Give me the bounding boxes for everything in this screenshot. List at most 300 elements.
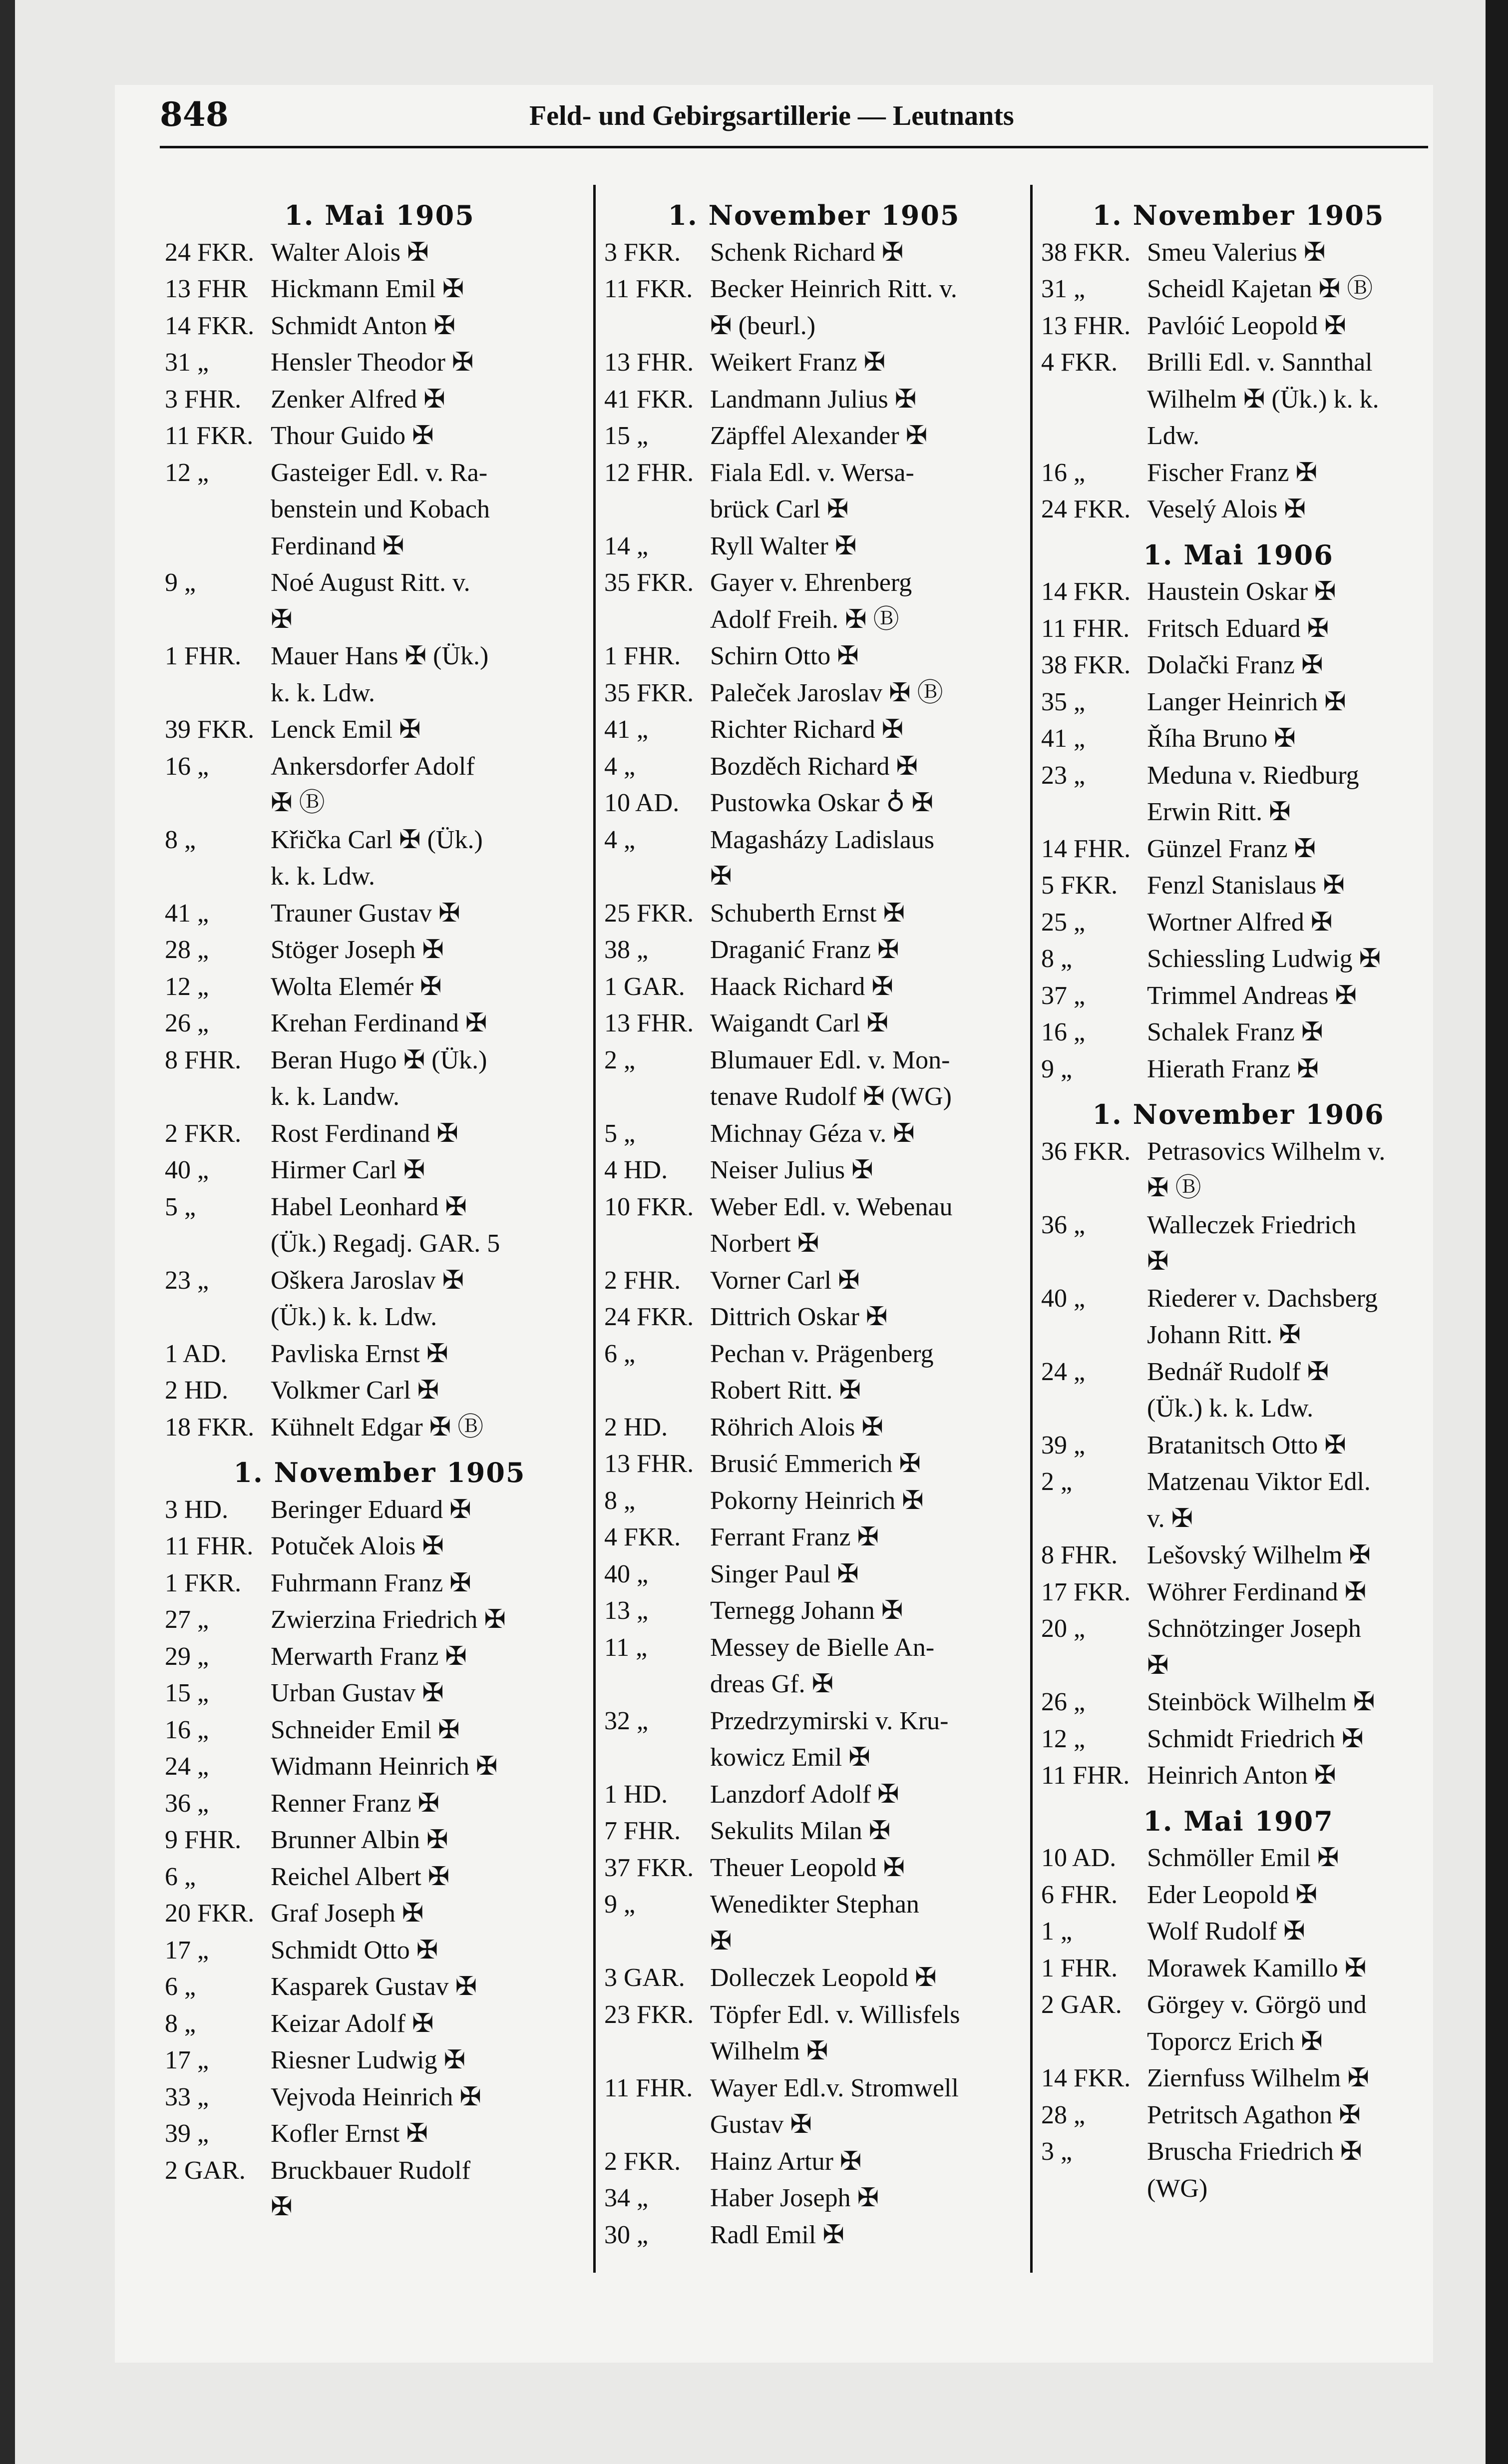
roster-entry bbox=[165, 1895, 594, 1932]
regiment-number: 20 FKR. bbox=[165, 1899, 255, 1928]
regiment-number: 8 „ bbox=[165, 2009, 196, 2038]
officer-name: Richter Richard ✠ bbox=[710, 715, 904, 744]
officer-name: Oškera Jaroslav ✠ bbox=[271, 1266, 464, 1295]
officer-name-continuation: ✠ Ⓑ bbox=[1147, 1174, 1201, 1202]
regiment-number: 26 „ bbox=[165, 1009, 209, 1037]
column-1 bbox=[165, 197, 594, 2226]
regiment-number: 40 „ bbox=[165, 1156, 209, 1184]
section-heading: 1. Mai 1907 bbox=[1143, 1805, 1334, 1837]
regiment-number: 3 „ bbox=[1041, 2137, 1073, 2166]
regiment-number: 8 „ bbox=[604, 1486, 636, 1515]
officer-name-continuation: (Ük.) k. k. Ldw. bbox=[1147, 1394, 1314, 1423]
officer-name: Schmidt Otto ✠ bbox=[271, 1936, 438, 1965]
officer-name: Fischer Franz ✠ bbox=[1147, 458, 1318, 487]
roster-entry bbox=[604, 381, 1024, 418]
officer-name: Bratanitsch Otto ✠ bbox=[1147, 1431, 1346, 1460]
officer-name: Schneider Emil ✠ bbox=[271, 1715, 460, 1744]
roster-entry bbox=[165, 1785, 594, 1822]
regiment-number: 11 FHR. bbox=[1041, 1761, 1130, 1790]
section-heading: 1. Mai 1905 bbox=[284, 199, 475, 231]
roster-entry bbox=[165, 2042, 594, 2079]
roster-entry bbox=[1041, 647, 1436, 684]
officer-name: Landmann Julius ✠ bbox=[710, 385, 917, 414]
officer-name-continuation: Ldw. bbox=[1147, 422, 1199, 450]
regiment-number: 37 FKR. bbox=[604, 1853, 694, 1882]
regiment-number: 20 „ bbox=[1041, 1614, 1086, 1643]
officer-name: Hainz Artur ✠ bbox=[710, 2147, 862, 2176]
officer-name: Říha Bruno ✠ bbox=[1147, 724, 1296, 753]
officer-name-continuation: brück Carl ✠ bbox=[710, 495, 849, 523]
officer-name-continuation: Toporcz Erich ✠ bbox=[1147, 2027, 1323, 2056]
officer-name-continuation: dreas Gf. ✠ bbox=[710, 1670, 834, 1698]
officer-name: Wenedikter Stephan bbox=[710, 1890, 919, 1919]
officer-name: Schmidt Anton ✠ bbox=[271, 311, 456, 340]
officer-name: Sekulits Milan ✠ bbox=[710, 1817, 891, 1845]
roster-entry bbox=[1041, 1986, 1436, 2023]
regiment-number: 1 FKR. bbox=[165, 1568, 242, 1597]
roster-entry bbox=[604, 1519, 1024, 1556]
regiment-number: 17 „ bbox=[165, 2046, 209, 2074]
officer-name-continuation: ✠ bbox=[710, 862, 732, 891]
roster-entry bbox=[1041, 684, 1436, 721]
officer-name: Trimmel Andreas ✠ bbox=[1147, 981, 1357, 1010]
roster-entry bbox=[165, 1969, 594, 2005]
roster-entry bbox=[165, 1712, 594, 1749]
regiment-number: 26 „ bbox=[1041, 1688, 1086, 1716]
regiment-number: 23 „ bbox=[165, 1266, 209, 1295]
regiment-number: 5 „ bbox=[165, 1192, 196, 1221]
roster-entry bbox=[604, 1005, 1024, 1042]
roster-entry bbox=[165, 381, 594, 418]
regiment-number: 10 FKR. bbox=[604, 1192, 694, 1221]
regiment-number: 9 „ bbox=[604, 1890, 636, 1919]
scan-edge-left bbox=[0, 0, 15, 2464]
regiment-number: 2 GAR. bbox=[165, 2156, 246, 2185]
roster-entry bbox=[604, 528, 1024, 565]
officer-name: Scheidl Kajetan ✠ Ⓑ bbox=[1147, 275, 1373, 303]
regiment-number: 16 „ bbox=[1041, 458, 1086, 487]
officer-name: Waigandt Carl ✠ bbox=[710, 1009, 889, 1037]
officer-name: Dittrich Oskar ✠ bbox=[710, 1303, 888, 1331]
roster-entry bbox=[604, 564, 1024, 601]
officer-name: Heinrich Anton ✠ bbox=[1147, 1761, 1336, 1790]
officer-name: Petrasovics Wilhelm v. bbox=[1147, 1137, 1386, 1166]
roster-entry bbox=[604, 675, 1024, 712]
roster-entry bbox=[165, 969, 594, 1005]
regiment-number: 35 FKR. bbox=[604, 568, 694, 597]
regiment-number: 39 „ bbox=[165, 2119, 209, 2148]
roster-entry bbox=[604, 1592, 1024, 1629]
roster-entry bbox=[165, 1565, 594, 1602]
officer-name: Przedrzymirski v. Kru- bbox=[710, 1706, 949, 1735]
roster-entry bbox=[1041, 308, 1436, 345]
regiment-number: 13 FHR. bbox=[1041, 311, 1131, 340]
officer-name: Messey de Bielle An- bbox=[710, 1633, 935, 1662]
officer-name-continuation: ✠ bbox=[1147, 1247, 1169, 1276]
roster-entry bbox=[165, 271, 594, 308]
roster-entry bbox=[1041, 1280, 1436, 1317]
officer-name: Bruckbauer Rudolf bbox=[271, 2156, 471, 2185]
roster-entry bbox=[1041, 867, 1436, 904]
roster-entry bbox=[604, 932, 1024, 969]
roster-entry bbox=[165, 2115, 594, 2152]
regiment-number: 24 FKR. bbox=[604, 1303, 694, 1331]
officer-name: Veselý Alois ✠ bbox=[1147, 495, 1306, 523]
regiment-number: 1 GAR. bbox=[604, 972, 685, 1001]
roster-entry bbox=[604, 455, 1024, 492]
officer-name: Vorner Carl ✠ bbox=[710, 1266, 860, 1295]
officer-name-continuation: Gustav ✠ bbox=[710, 2110, 812, 2139]
officer-name: Bednář Rudolf ✠ bbox=[1147, 1357, 1329, 1386]
roster-entry bbox=[604, 1996, 1024, 2033]
officer-name: Pustowka Oskar ♁ ✠ bbox=[710, 789, 934, 817]
roster-entry bbox=[165, 308, 594, 345]
regiment-number: 2 HD. bbox=[165, 1376, 229, 1405]
roster-entry bbox=[604, 969, 1024, 1005]
regiment-number: 6 „ bbox=[604, 1339, 636, 1368]
regiment-number: 38 „ bbox=[604, 936, 649, 964]
roster-entry bbox=[165, 418, 594, 455]
officer-name: Röhrich Alois ✠ bbox=[710, 1413, 883, 1442]
officer-name: Ternegg Johann ✠ bbox=[710, 1596, 903, 1625]
regiment-number: 8 FHR. bbox=[1041, 1541, 1118, 1569]
roster-entry bbox=[604, 2070, 1024, 2107]
roster-entry bbox=[1041, 1207, 1436, 1244]
roster-entry bbox=[165, 748, 594, 785]
officer-name: Görgey v. Görgö und bbox=[1147, 1990, 1367, 2019]
officer-name: Dolleczek Leopold ✠ bbox=[710, 1964, 937, 1992]
regiment-number: 5 „ bbox=[604, 1119, 636, 1148]
roster-entry bbox=[604, 1336, 1024, 1373]
regiment-number: 16 „ bbox=[1041, 1018, 1086, 1046]
regiment-number: 8 „ bbox=[1041, 945, 1073, 973]
roster-entry bbox=[604, 1556, 1024, 1593]
roster-entry bbox=[165, 2152, 594, 2189]
regiment-number: 35 „ bbox=[1041, 687, 1086, 716]
regiment-number: 12 „ bbox=[1041, 1724, 1086, 1753]
regiment-number: 40 „ bbox=[604, 1559, 649, 1588]
officer-name: Dolački Franz ✠ bbox=[1147, 651, 1323, 679]
roster-entry bbox=[604, 2217, 1024, 2254]
regiment-number: 9 „ bbox=[165, 568, 196, 597]
roster-entry bbox=[604, 711, 1024, 748]
regiment-number: 11 FKR. bbox=[604, 275, 693, 303]
roster-entry bbox=[604, 1152, 1024, 1189]
regiment-number: 17 „ bbox=[165, 1936, 209, 1965]
officer-name: Wortner Alfred ✠ bbox=[1147, 908, 1333, 937]
officer-name: Matzenau Viktor Edl. bbox=[1147, 1468, 1371, 1496]
roster-entry bbox=[1041, 1051, 1436, 1088]
officer-name: Merwarth Franz ✠ bbox=[271, 1642, 467, 1671]
officer-name: Becker Heinrich Ritt. v. bbox=[710, 275, 957, 303]
officer-name: Widmann Heinrich ✠ bbox=[271, 1752, 498, 1781]
regiment-number: 13 „ bbox=[604, 1596, 649, 1625]
regiment-number: 34 „ bbox=[604, 2184, 649, 2212]
regiment-number: 5 FKR. bbox=[1041, 871, 1118, 900]
roster-entry bbox=[1041, 1537, 1436, 1574]
roster-entry bbox=[1041, 941, 1436, 978]
officer-name-continuation: ✠ bbox=[1147, 1651, 1169, 1680]
roster-entry bbox=[1041, 904, 1436, 941]
regiment-number: 24 „ bbox=[165, 1752, 209, 1781]
officer-name: Schnötzinger Joseph bbox=[1147, 1614, 1361, 1643]
officer-name-continuation: k. k. Ldw. bbox=[271, 862, 375, 891]
regiment-number: 8 „ bbox=[165, 825, 196, 854]
roster-entry bbox=[1041, 1354, 1436, 1391]
regiment-number: 11 FHR. bbox=[604, 2073, 693, 2102]
regiment-number: 10 AD. bbox=[1041, 1844, 1117, 1872]
officer-name-continuation: ✠ (beurl.) bbox=[710, 311, 816, 340]
roster-entry bbox=[1041, 831, 1436, 868]
officer-name: Günzel Franz ✠ bbox=[1147, 834, 1316, 863]
officer-name: Hirmer Carl ✠ bbox=[271, 1156, 425, 1184]
roster-entry bbox=[604, 344, 1024, 381]
roster-entry bbox=[165, 1336, 594, 1373]
officer-name: Lešovský Wilhelm ✠ bbox=[1147, 1541, 1371, 1569]
running-title: Feld- und Gebirgsartillerie — Leutnants bbox=[529, 100, 1014, 131]
roster-entry bbox=[604, 638, 1024, 675]
roster-entry bbox=[604, 1189, 1024, 1226]
officer-name: Pavlóić Leopold ✠ bbox=[1147, 311, 1346, 340]
officer-name: Walter Alois ✠ bbox=[271, 238, 429, 267]
roster-entry bbox=[604, 1115, 1024, 1152]
officer-name: Singer Paul ✠ bbox=[710, 1559, 859, 1588]
officer-name: Steinböck Wilhelm ✠ bbox=[1147, 1688, 1375, 1716]
roster-entry bbox=[165, 1262, 594, 1299]
officer-name: Pokorny Heinrich ✠ bbox=[710, 1486, 924, 1515]
roster-entry bbox=[1041, 1721, 1436, 1758]
regiment-number: 13 FHR. bbox=[604, 348, 694, 377]
regiment-number: 6 „ bbox=[165, 1972, 196, 2001]
roster-entry bbox=[165, 895, 594, 932]
officer-name: Schuberth Ernst ✠ bbox=[710, 899, 905, 928]
officer-name: Brunner Albin ✠ bbox=[271, 1826, 448, 1854]
officer-name: Lanzdorf Adolf ✠ bbox=[710, 1780, 899, 1809]
roster-entry bbox=[604, 748, 1024, 785]
regiment-number: 12 „ bbox=[165, 972, 209, 1001]
regiment-number: 9 FHR. bbox=[165, 1826, 242, 1854]
section-gap bbox=[1041, 1087, 1436, 1096]
roster-entry bbox=[1041, 1610, 1436, 1647]
column-divider-2 bbox=[1030, 185, 1033, 2273]
officer-name-continuation: Robert Ritt. ✠ bbox=[710, 1376, 861, 1405]
regiment-number: 1 HD. bbox=[604, 1780, 668, 1809]
regiment-number: 14 FKR. bbox=[1041, 577, 1131, 606]
roster-entry bbox=[604, 271, 1024, 308]
officer-name: Brilli Edl. v. Sannthal bbox=[1147, 348, 1373, 377]
roster-entry bbox=[165, 932, 594, 969]
officer-name-continuation: ✠ Ⓑ bbox=[271, 789, 325, 817]
regiment-number: 8 FHR. bbox=[165, 1045, 242, 1074]
officer-name: Neiser Julius ✠ bbox=[710, 1156, 873, 1184]
officer-name: Volkmer Carl ✠ bbox=[271, 1376, 439, 1405]
officer-name: Kasparek Gustav ✠ bbox=[271, 1972, 477, 2001]
roster-entry bbox=[165, 1372, 594, 1409]
regiment-number: 4 FKR. bbox=[1041, 348, 1118, 377]
officer-name: Bruscha Friedrich ✠ bbox=[1147, 2137, 1362, 2166]
officer-name-continuation: Norbert ✠ bbox=[710, 1229, 819, 1258]
regiment-number: 14 „ bbox=[604, 531, 649, 560]
regiment-number: 36 FKR. bbox=[1041, 1137, 1131, 1166]
officer-name: Zäpffel Alexander ✠ bbox=[710, 422, 928, 450]
regiment-number: 7 FHR. bbox=[604, 1817, 681, 1845]
roster-entry bbox=[165, 822, 594, 859]
roster-entry bbox=[604, 418, 1024, 455]
regiment-number: 28 „ bbox=[165, 936, 209, 964]
roster-entry bbox=[165, 1528, 594, 1565]
regiment-number: 6 FHR. bbox=[1041, 1880, 1118, 1909]
roster-entry bbox=[604, 2143, 1024, 2180]
officer-name: Graf Joseph ✠ bbox=[271, 1899, 424, 1928]
roster-entry bbox=[165, 1189, 594, 1226]
roster-entry bbox=[1041, 610, 1436, 647]
roster-entry bbox=[165, 1005, 594, 1042]
roster-entry bbox=[1041, 1913, 1436, 1950]
roster-entry bbox=[604, 1850, 1024, 1887]
roster-entry bbox=[1041, 344, 1436, 381]
roster-entry bbox=[165, 564, 594, 601]
officer-name: Walleczek Friedrich bbox=[1147, 1210, 1356, 1239]
roster-entry bbox=[165, 1748, 594, 1785]
officer-name: Radl Emil ✠ bbox=[710, 2220, 844, 2249]
officer-name: Riesner Ludwig ✠ bbox=[271, 2046, 466, 2074]
roster-entry bbox=[1041, 455, 1436, 492]
regiment-number: 10 AD. bbox=[604, 789, 680, 817]
regiment-number: 28 „ bbox=[1041, 2100, 1086, 2129]
regiment-number: 32 „ bbox=[604, 1706, 649, 1735]
officer-name: Smeu Valerius ✠ bbox=[1147, 238, 1326, 267]
section-heading: 1. November 1906 bbox=[1092, 1098, 1385, 1130]
roster-entry bbox=[165, 1675, 594, 1712]
regiment-number: 18 FKR. bbox=[165, 1413, 255, 1442]
regiment-number: 31 „ bbox=[165, 348, 209, 377]
officer-name-continuation: (WG) bbox=[1147, 2174, 1208, 2203]
officer-name: Michnay Géza v. ✠ bbox=[710, 1119, 915, 1148]
regiment-number: 2 FHR. bbox=[604, 1266, 681, 1295]
officer-name: Fenzl Stanislaus ✠ bbox=[1147, 871, 1345, 900]
regiment-number: 4 „ bbox=[604, 752, 636, 781]
officer-name: Schmidt Friedrich ✠ bbox=[1147, 1724, 1364, 1753]
section-gap bbox=[165, 1446, 594, 1455]
column-3 bbox=[1041, 197, 1436, 2207]
regiment-number: 1 FHR. bbox=[1041, 1954, 1118, 1982]
regiment-number: 4 „ bbox=[604, 825, 636, 854]
roster-entry bbox=[604, 1482, 1024, 1519]
roster-entry bbox=[604, 1042, 1024, 1079]
roster-entry bbox=[165, 1042, 594, 1079]
roster-entry bbox=[604, 1813, 1024, 1850]
officer-name: Schalek Franz ✠ bbox=[1147, 1018, 1323, 1046]
officer-name: Beran Hugo ✠ (Ük.) bbox=[271, 1045, 487, 1074]
roster-entry bbox=[604, 234, 1024, 271]
roster-entry bbox=[1041, 978, 1436, 1014]
officer-name: Pechan v. Prägenberg bbox=[710, 1339, 934, 1368]
officer-name: Krehan Ferdinand ✠ bbox=[271, 1009, 487, 1037]
regiment-number: 4 HD. bbox=[604, 1156, 668, 1184]
regiment-number: 24 FKR. bbox=[1041, 495, 1131, 523]
roster-entry bbox=[165, 1859, 594, 1896]
regiment-number: 2 GAR. bbox=[1041, 1990, 1122, 2019]
regiment-number: 35 FKR. bbox=[604, 678, 694, 707]
roster-entry bbox=[604, 1960, 1024, 1996]
officer-name: Rost Ferdinand ✠ bbox=[271, 1119, 458, 1148]
roster-entry bbox=[165, 711, 594, 748]
regiment-number: 1 FHR. bbox=[165, 642, 242, 670]
roster-entry bbox=[165, 1638, 594, 1675]
regiment-number: 24 FKR. bbox=[165, 238, 255, 267]
roster-entry bbox=[1041, 1840, 1436, 1877]
officer-name: Mauer Hans ✠ (Ük.) bbox=[271, 642, 489, 670]
regiment-number: 39 „ bbox=[1041, 1431, 1086, 1460]
regiment-number: 12 „ bbox=[165, 458, 209, 487]
regiment-number: 6 „ bbox=[165, 1862, 196, 1891]
roster-entry bbox=[1041, 491, 1436, 528]
officer-name-continuation: (Ük.) k. k. Ldw. bbox=[271, 1303, 437, 1331]
officer-name-continuation: Johann Ritt. ✠ bbox=[1147, 1321, 1301, 1349]
officer-name: Zenker Alfred ✠ bbox=[271, 385, 445, 414]
officer-name: Beringer Eduard ✠ bbox=[271, 1495, 471, 1524]
roster-entry bbox=[1041, 1133, 1436, 1170]
officer-name: Ziernfuss Wilhelm ✠ bbox=[1147, 2064, 1369, 2092]
regiment-number: 13 FHR. bbox=[604, 1450, 694, 1478]
officer-name: Hensler Theodor ✠ bbox=[271, 348, 474, 377]
officer-name: Fuhrmann Franz ✠ bbox=[271, 1568, 471, 1597]
section-gap bbox=[1041, 528, 1436, 537]
roster-entry bbox=[1041, 757, 1436, 794]
officer-name: Kofler Ernst ✠ bbox=[271, 2119, 428, 2148]
officer-name-continuation: ✠ bbox=[710, 1927, 732, 1956]
roster-entry bbox=[604, 1299, 1024, 1336]
regiment-number: 1 FHR. bbox=[604, 642, 681, 670]
officer-name: Petritsch Agathon ✠ bbox=[1147, 2100, 1361, 2129]
roster-entry bbox=[604, 785, 1024, 822]
regiment-number: 25 „ bbox=[1041, 908, 1086, 937]
officer-name: Stöger Joseph ✠ bbox=[271, 936, 444, 964]
officer-name-continuation: benstein und Kobach bbox=[271, 495, 490, 523]
roster-entry bbox=[165, 1822, 594, 1859]
regiment-number: 17 FKR. bbox=[1041, 1577, 1131, 1606]
officer-name: Weber Edl. v. Webenau bbox=[710, 1192, 953, 1221]
regiment-number: 2 FKR. bbox=[604, 2147, 681, 2176]
officer-name: Draganić Franz ✠ bbox=[710, 936, 899, 964]
roster-entry bbox=[165, 638, 594, 675]
roster-entry bbox=[1041, 1684, 1436, 1721]
regiment-number: 39 FKR. bbox=[165, 715, 255, 744]
regiment-number: 2 FKR. bbox=[165, 1119, 242, 1148]
officer-name: Gayer v. Ehrenberg bbox=[710, 568, 912, 597]
roster-entry bbox=[604, 1776, 1024, 1813]
regiment-number: 36 „ bbox=[1041, 1210, 1086, 1239]
officer-name: Töpfer Edl. v. Willisfels bbox=[710, 2000, 960, 2029]
roster-entry bbox=[1041, 2097, 1436, 2134]
officer-name: Keizar Adolf ✠ bbox=[271, 2009, 434, 2038]
regiment-number: 2 „ bbox=[1041, 1468, 1073, 1496]
regiment-number: 14 FHR. bbox=[1041, 834, 1131, 863]
roster-entry bbox=[604, 1446, 1024, 1482]
regiment-number: 1 „ bbox=[1041, 1917, 1073, 1946]
roster-entry bbox=[165, 1932, 594, 1969]
roster-entry bbox=[604, 1262, 1024, 1299]
officer-name: Haber Joseph ✠ bbox=[710, 2184, 879, 2212]
officer-name: Kühnelt Edgar ✠ Ⓑ bbox=[271, 1413, 484, 1442]
officer-name: Reichel Albert ✠ bbox=[271, 1862, 450, 1891]
officer-name: Brusić Emmerich ✠ bbox=[710, 1450, 921, 1478]
page-number: 848 bbox=[160, 95, 229, 134]
officer-name: Blumauer Edl. v. Mon- bbox=[710, 1045, 950, 1074]
officer-name: Habel Leonhard ✠ bbox=[271, 1192, 467, 1221]
regiment-number: 11 „ bbox=[604, 1633, 648, 1662]
regiment-number: 25 FKR. bbox=[604, 899, 694, 928]
